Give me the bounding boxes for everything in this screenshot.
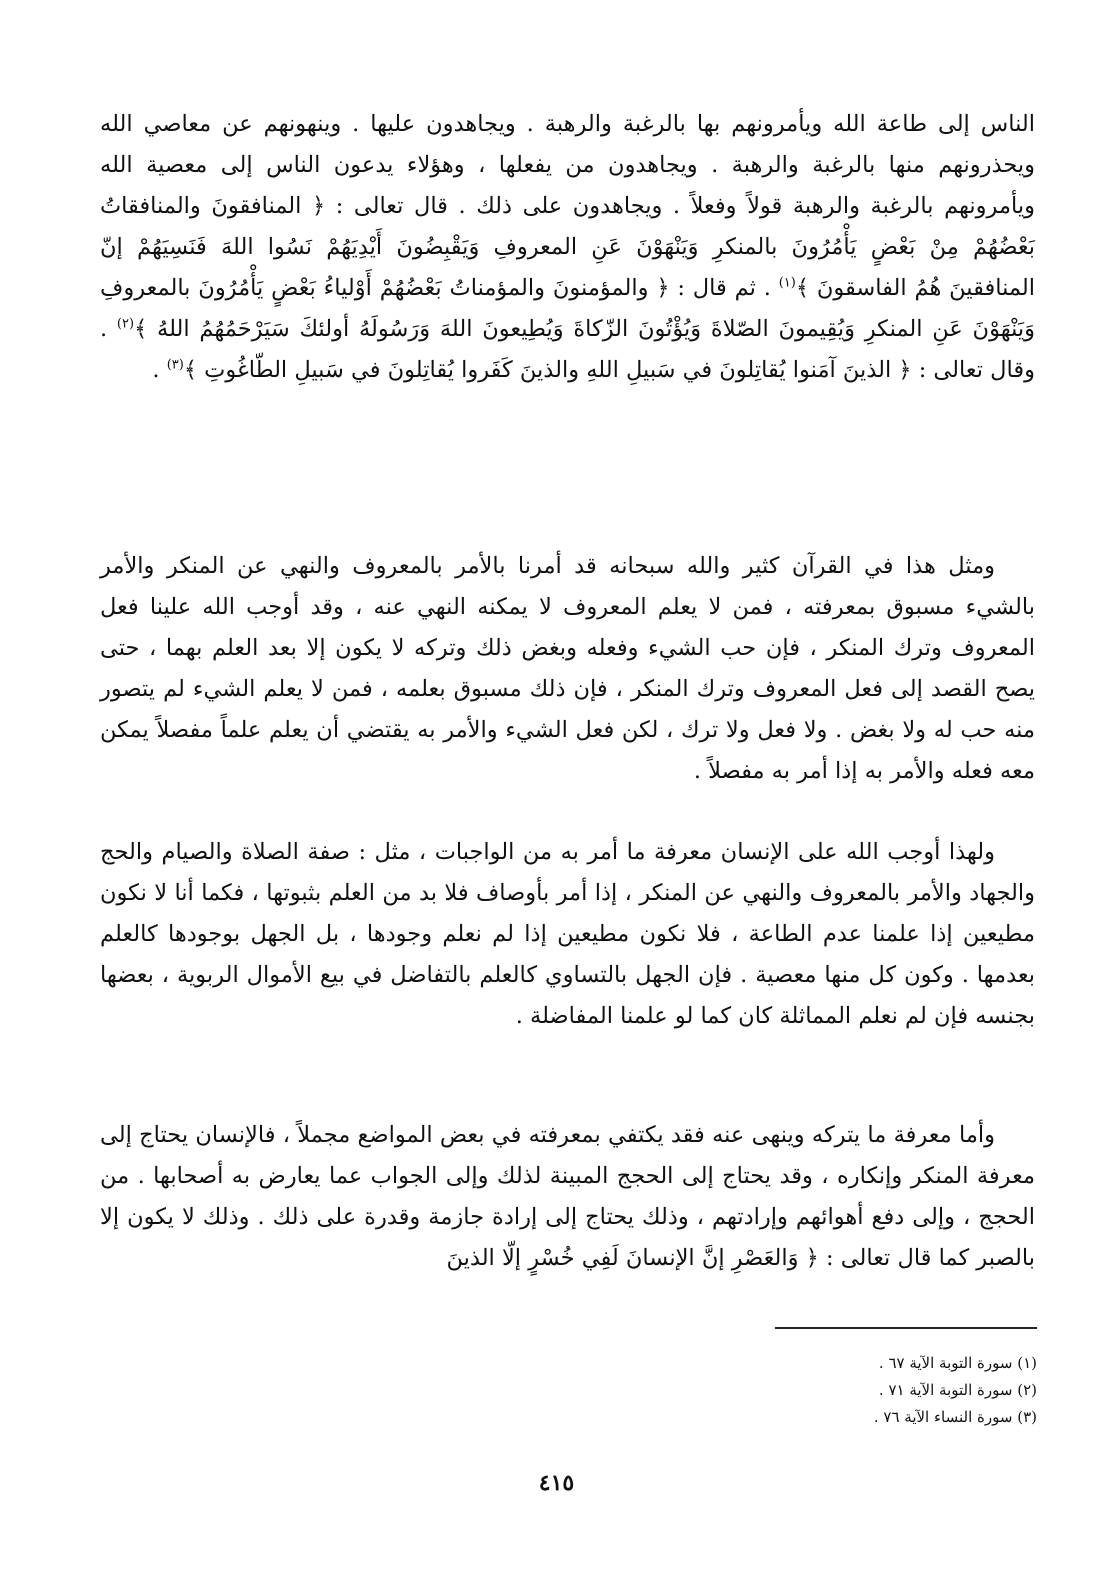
paragraph-text: الناس إلى طاعة الله ويأمرونهم بها بالرغبة والرهبة . ويجاهدون عليها . وينهونهم عن معاصي الله ويحذرونهم منها بالرغبة والرهبة . ويجاهدون من يفعلها ، وهؤلاء يدعون الناس إلى معصية الله ويأمرونهم بالرغبة والرهبة قولاً وفعلاً . ويجاهدون على ذلك . قال تعالى : ﴿ المنافقونَ والمنافقاتُ بَعْضُهُمْ مِنْ بَعْضٍ يَأْمُرُونَ بالمنكرِ وَيَنْهَوْنَ عَنِ المعروفِ وَيَقْبِضُونَ أَيْدِيَهُمْ نَسُوا اللهَ فَنَسِيَهُمْ إنّ المنافقينَ هُمُ الفاسقونَ ﴾ xyxy=(100,111,1035,301)
paragraph-quran-verses xyxy=(100,104,1035,391)
paragraph-knowledge-of-evil xyxy=(100,1115,1035,1279)
footnote-reference: (٢) xyxy=(116,316,135,332)
paragraph-knowledge-of-good xyxy=(100,546,1035,792)
footnote-item: (٢) سورة التوبة الآية ٧١ . xyxy=(878,1381,1037,1399)
paragraph-text: . ثم قال : ﴿ والمؤمنونَ والمؤمناتُ بَعْضُهُمْ أَوْلياءُ بَعْضٍ يَأْمُرُونَ بالمعروفِ وَيَنْهَوْنَ عَنِ المنكرِ وَيُقِيمونَ الصّلاةَ وَيُؤْتُونَ الزّكاةَ وَيُطِيعونَ اللهَ وَرَسُولَهُ أولئكَ سَيَرْحَمُهُمُ اللهُ ﴾ xyxy=(100,275,1035,342)
paragraph-text: ومثل هذا في القرآن كثير والله سبحانه قد أمرنا بالأمر بالمعروف والنهي عن المنكر والأمر بالشيء مسبوق بمعرفته ، فمن لا يعلم المعروف لا يمكنه النهي عنه ، وقد أوجب الله علينا فعل المعروف وترك المنكر ، فإن حب الشيء وفعله وبغض ذلك وتركه لا يكون إلا بعد العلم بهما ، حتى يصح القصد إلى فعل المعروف وترك المنكر ، فإن ذلك مسبوق بعلمه ، فمن لا يعلم الشيء لم يتصور منه حب له ولا بغض . ولا فعل ولا ترك ، لكن فعل الشيء والأمر به يقتضي أن يعلم علماً مفصلاً يمكن معه فعله والأمر به إذا أمر به مفصلاً . xyxy=(100,553,1035,784)
paragraph-obligations xyxy=(100,832,1035,1037)
footnotes xyxy=(437,1350,1037,1431)
paragraph-text: ولهذا أوجب الله على الإنسان معرفة ما أمر به من الواجبات ، مثل : صفة الصلاة والصيام والحج والجهاد والأمر بالمعروف والنهي عن المنكر ، إذا أمر بأوصاف فلا بد من العلم بثبوتها ، فكما أنا لا نكون مطيعين إذا علمنا عدم الطاعة ، فلا نكون مطيعين إذا لم نعلم وجودها ، بل الجهل بوجودها كالعلم بعدمها . وكون كل منها معصية . فإن الجهل بالتساوي كالعلم بالتفاضل في بيع الأموال الربوية ، بعضها بجنسه فإن لم نعلم المماثلة كان كما لو علمنا المفاضلة . xyxy=(100,839,1035,1029)
paragraph-text: . xyxy=(152,357,167,383)
paragraph-text: . وقال تعالى : ﴿ الذينَ آمَنوا يُقاتِلونَ في سَبيلِ اللهِ والذينَ كَفَروا يُقاتِلونَ في سَبيلِ الطّاغُوتِ ﴾ xyxy=(100,316,1035,383)
footnote-reference: (١) xyxy=(778,275,796,291)
footnote-divider xyxy=(775,1327,1037,1329)
paragraph-text: وأما معرفة ما يتركه وينهى عنه فقد يكتفي بمعرفته في بعض المواضع مجملاً ، فالإنسان يحتاج إلى معرفة المنكر وإنكاره ، وقد يحتاج إلى الحجج المبينة لذلك وإلى الجواب عما يعارض به أصحابها . من الحجج ، وإلى دفع أهوائهم وإرادتهم ، وذلك يحتاج إلى إرادة جازمة وقدرة على ذلك . وذلك لا يكون إلا بالصبر كما قال تعالى : ﴿ وَالعَصْرِ إنَّ الإنسانَ لَفِي خُسْرٍ إلّا الذينَ xyxy=(100,1122,1035,1271)
footnote-item: (١) سورة التوبة الآية ٦٧ . xyxy=(878,1354,1037,1372)
page-number: ٤١٥ xyxy=(538,1470,575,1496)
footnote-item: (٣) سورة النساء الآية ٧٦ . xyxy=(873,1408,1037,1426)
footnote-reference: (٣) xyxy=(166,357,184,373)
